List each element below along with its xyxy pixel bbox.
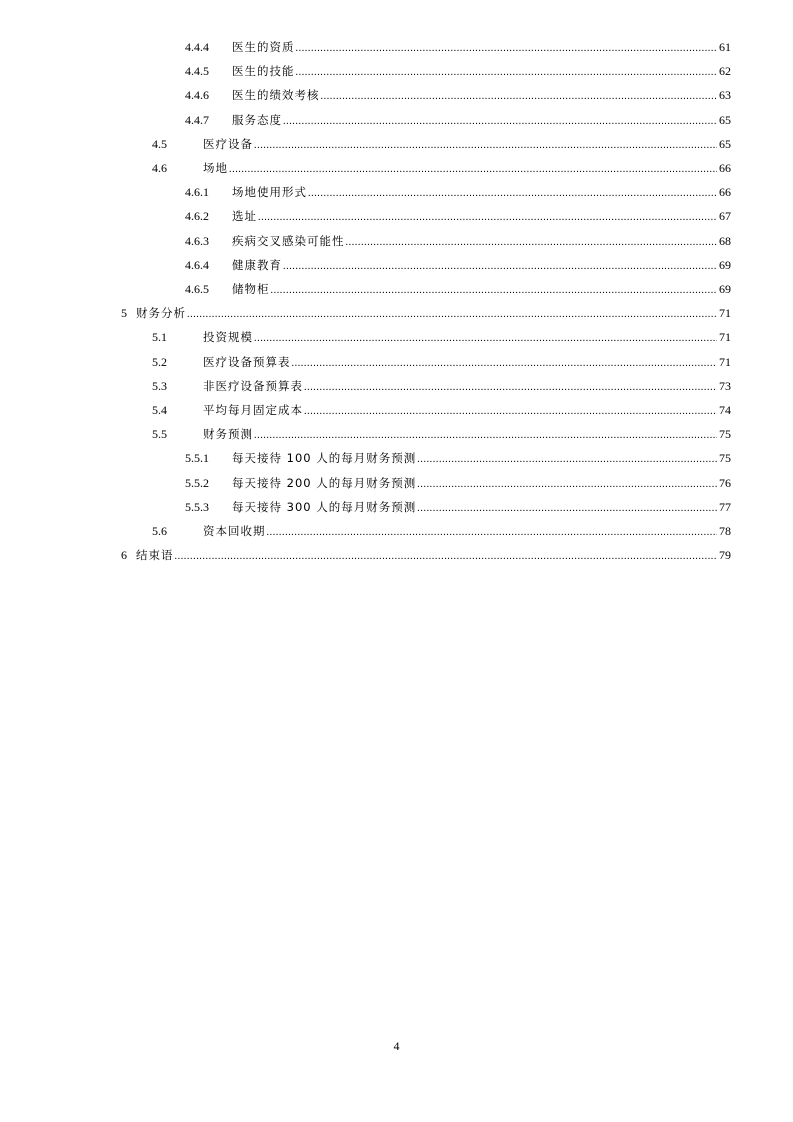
toc-entry-page: 62 (719, 64, 731, 79)
toc-entry-number: 6 (121, 548, 127, 563)
toc-entry-number: 5.5.2 (185, 475, 209, 490)
toc-entry-page: 61 (719, 40, 731, 54)
toc-entry[interactable] (0, 110, 793, 130)
toc-entry-page: 67 (719, 209, 731, 224)
toc-entry-page: 78 (719, 524, 731, 538)
toc-entry-title: 场地使用形式 (232, 185, 307, 200)
toc-entry-page: 76 (719, 475, 731, 490)
toc-entry-number: 4.5 (152, 136, 167, 151)
toc-entry-number: 4.6.5 (185, 282, 209, 296)
toc-entry-page: 68 (719, 233, 731, 248)
toc-entry-title: 场地 (203, 161, 228, 175)
toc-entry-page: 77 (719, 499, 731, 514)
toc-entry[interactable] (0, 497, 793, 517)
toc-entry-title: 每天接待 200 人的每月财务预测 (232, 475, 417, 490)
toc-entry[interactable] (0, 231, 793, 251)
toc-entry-page: 65 (719, 112, 731, 127)
toc-entry-number: 4.4.7 (185, 112, 209, 127)
toc-entry[interactable] (0, 182, 793, 202)
dot-leader (296, 63, 718, 83)
toc-entry-page: 79 (719, 548, 731, 563)
toc-entry[interactable] (0, 327, 793, 347)
toc-entry-number: 4.6.4 (185, 257, 209, 272)
dot-leader (417, 499, 717, 519)
toc-entry[interactable] (0, 448, 793, 468)
toc-entry[interactable] (0, 279, 793, 299)
toc-entry-page: 66 (719, 161, 731, 175)
toc-entry-number: 4.6 (152, 161, 167, 175)
toc-entry-number: 4.6.3 (185, 233, 209, 248)
dot-leader (417, 475, 717, 495)
toc-entry-title: 投资规模 (203, 330, 253, 345)
dot-leader (321, 87, 718, 107)
dot-leader (254, 136, 717, 156)
dot-leader (267, 523, 718, 543)
toc-entry[interactable] (0, 545, 793, 565)
toc-entry[interactable] (0, 134, 793, 154)
toc-entry-page: 71 (719, 330, 731, 345)
toc-entry-title: 财务分析 (136, 306, 186, 321)
toc-entry[interactable] (0, 473, 793, 493)
toc-entry-title: 资本回收期 (203, 524, 266, 538)
toc-entry[interactable] (0, 158, 793, 178)
toc-entry-number: 5.1 (152, 330, 167, 345)
dot-leader (417, 450, 717, 470)
toc-entry[interactable] (0, 352, 793, 372)
toc-entry-title: 医生的资质 (232, 40, 295, 54)
toc-entry[interactable] (0, 206, 793, 226)
toc-entry-title: 医生的绩效考核 (232, 88, 320, 103)
toc-entry-number: 5.3 (152, 378, 167, 393)
toc-entry-title: 非医疗设备预算表 (203, 378, 303, 393)
dot-leader (292, 354, 718, 374)
toc-entry-title: 平均每月固定成本 (203, 403, 303, 417)
toc-entry-page: 73 (719, 378, 731, 393)
dot-leader (258, 208, 717, 228)
dot-leader (283, 112, 717, 132)
dot-leader (308, 184, 717, 204)
toc-entry[interactable] (0, 521, 793, 541)
dot-leader (175, 547, 718, 567)
toc-entry-page: 65 (719, 136, 731, 151)
toc-entry-page: 69 (719, 257, 731, 272)
dot-leader (346, 233, 718, 253)
toc-entry-page: 66 (719, 185, 731, 200)
toc-entry-number: 4.4.5 (185, 64, 209, 79)
toc-entry[interactable] (0, 400, 793, 420)
toc-entry-title: 储物柜 (232, 282, 270, 296)
toc-entry-title: 健康教育 (232, 257, 282, 272)
toc-entry-page: 63 (719, 88, 731, 103)
toc-entry-title: 选址 (232, 209, 257, 224)
toc-entry-title: 医生的技能 (232, 64, 295, 79)
toc-entry-number: 5.5 (152, 427, 167, 442)
toc-entry[interactable] (0, 376, 793, 396)
toc-entry[interactable] (0, 85, 793, 105)
dot-leader (187, 305, 717, 325)
toc-entry-number: 5.5.1 (185, 451, 209, 466)
toc-entry[interactable] (0, 424, 793, 444)
toc-entry-title: 疾病交叉感染可能性 (232, 233, 345, 248)
dot-leader (271, 281, 718, 301)
dot-leader (304, 378, 717, 398)
toc-entry-page: 74 (719, 403, 731, 417)
toc-entry-number: 5 (121, 306, 127, 321)
toc-entry-page: 71 (719, 306, 731, 321)
toc-entry-number: 5.4 (152, 403, 167, 417)
toc-entry-page: 75 (719, 427, 731, 442)
toc-entry-page: 69 (719, 282, 731, 296)
toc-entry-number: 4.6.2 (185, 209, 209, 224)
toc-entry-number: 4.6.1 (185, 185, 209, 200)
toc-entry-title: 财务预测 (203, 427, 253, 442)
toc-entry-title: 医疗设备预算表 (203, 354, 291, 369)
toc-entry-title: 每天接待 300 人的每月财务预测 (232, 499, 417, 514)
toc-entry[interactable] (0, 37, 793, 57)
toc-entry-page: 75 (719, 451, 731, 466)
dot-leader (304, 402, 717, 422)
toc-entry-number: 5.6 (152, 524, 167, 538)
page-number: 4 (393, 1039, 400, 1053)
toc-entry-title: 结束语 (136, 548, 174, 563)
dot-leader (254, 426, 717, 446)
toc-entry-title: 每天接待 100 人的每月财务预测 (232, 451, 417, 466)
toc-entry-title: 服务态度 (232, 112, 282, 127)
toc-entry-number: 5.5.3 (185, 499, 209, 514)
toc-entry[interactable] (0, 303, 793, 323)
toc-entry[interactable] (0, 61, 793, 81)
toc-entry-number: 4.4.4 (185, 40, 209, 54)
dot-leader (296, 39, 718, 59)
toc-entry-number: 4.4.6 (185, 88, 209, 103)
toc-entry-title: 医疗设备 (203, 136, 253, 151)
toc-entry[interactable] (0, 255, 793, 275)
dot-leader (254, 329, 717, 349)
dot-leader (229, 160, 717, 180)
dot-leader (283, 257, 717, 277)
toc-entry-number: 5.2 (152, 354, 167, 369)
toc-entry-page: 71 (719, 354, 731, 369)
